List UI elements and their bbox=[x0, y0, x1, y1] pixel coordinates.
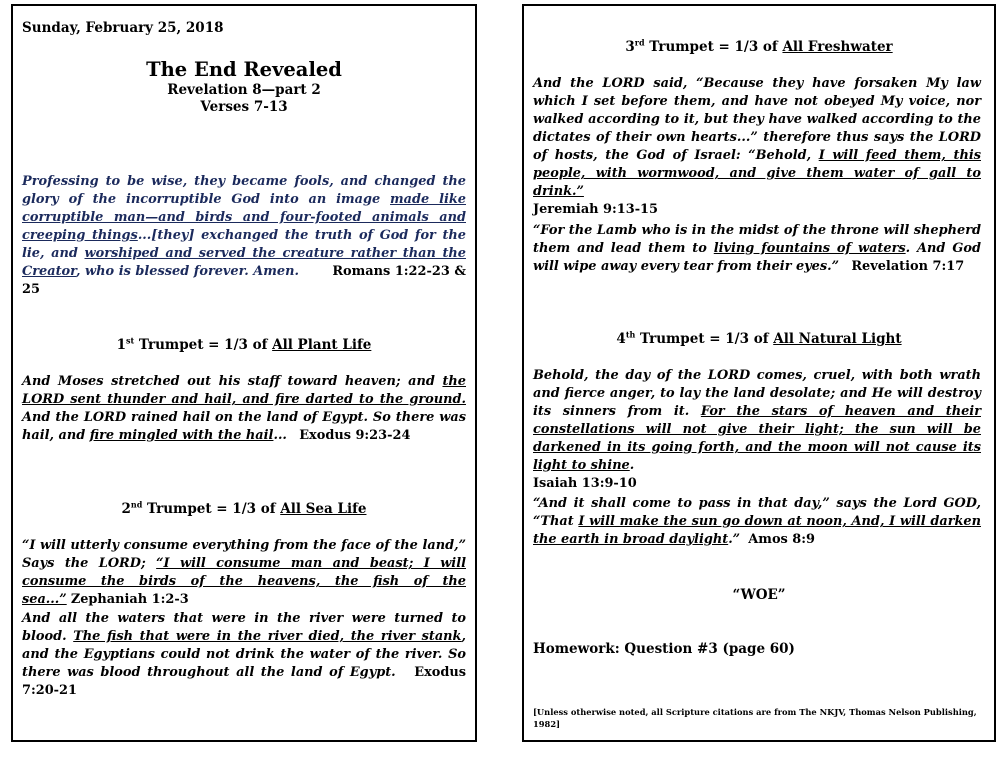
scripture-ref: Exodus 9:23-24 bbox=[299, 428, 411, 443]
scripture-ref: Revelation 7:17 bbox=[851, 259, 965, 274]
trumpet-3-heading: 3rd Trumpet = 1/3 of All Freshwater bbox=[625, 37, 893, 55]
trumpet-4-passage-1: Behold, the day of the LORD comes, cruel, with both wrath and fierce anger, to lay the land desolate; and He will destroy its sinners from it. For the stars of heaven and their constellations will not give their light; the sun will be darkened in its going forth, and the moon will not cause its light to shine. Isaiah 13:9-10 bbox=[533, 368, 981, 491]
trumpet-3-passage-1: And the LORD said, “Because they have forsaken My law which I set before them, and have not obeyed My voice, nor walked according to it, but they have walked according to the dictates of their own hearts...” therefore thus says the LORD of hosts, the God of Israel: “Behold, I will feed them, this people, with wormwood, and give them water of gall to drink.” Jeremiah 9:13-15 bbox=[533, 76, 981, 217]
scripture-ref: Romans 1:22-23 & 25 bbox=[22, 264, 466, 297]
scripture-ref: Zephaniah 1:2-3 bbox=[70, 592, 189, 607]
footnote: [Unless otherwise noted, all Scripture citations are from The NKJV, Thomas Nelson Publishing, 1982] bbox=[533, 707, 977, 729]
scripture-ref: Exodus 7:20-21 bbox=[22, 665, 467, 698]
title-block bbox=[13, 58, 475, 116]
trumpet-2-passage-2: And all the waters that were in the river were turned to blood. The fish that were in the river died, the river stank, and the Egyptians could not drink the water of the river. So there was blood throughout all the land of Egypt. Exodus 7:20-21 bbox=[22, 611, 467, 698]
trumpet-4-passage-2: “And it shall come to pass in that day,” says the Lord GOD, “That I will make the sun go down at noon, And, I will darken the earth in broad daylight.” Amos 8:9 bbox=[533, 496, 981, 547]
trumpet-3-passage-2: “For the Lamb who is in the midst of the throne will shepherd them and lead them to living fountains of waters. And God will wipe away every tear from their eyes.” Revelation 7:17 bbox=[533, 223, 981, 274]
right-page bbox=[522, 4, 996, 742]
scripture-ref: Isaiah 13:9-10 bbox=[533, 476, 637, 491]
intro-passage: Professing to be wise, they became fools, and changed the glory of the incorruptible God into an image made like corruptible man—and birds and four-footed animals and creeping things...[they] exchanged the truth of God for the lie, and worshiped and served the creature rather than the Creator, who is blessed forever. Amen. Romans 1:22-23 & 25 bbox=[22, 174, 466, 297]
date-line: Sunday, February 25, 2018 bbox=[22, 20, 224, 36]
homework-line: Homework: Question #3 (page 60) bbox=[533, 641, 795, 657]
trumpet-2-heading: 2nd Trumpet = 1/3 of All Sea Life bbox=[121, 499, 367, 517]
page-title: The End Revealed bbox=[146, 58, 342, 81]
page-subtitle: Revelation 8—part 2 bbox=[167, 82, 321, 98]
scripture-ref: Jeremiah 9:13-15 bbox=[533, 202, 658, 217]
left-page bbox=[11, 4, 477, 742]
woe-heading: “WOE” bbox=[732, 587, 786, 603]
trumpet-1-passage: And Moses stretched out his staff toward heaven; and the LORD sent thunder and hail, and fire darted to the ground. And the LORD rained hail on the land of Egypt. So there was hail, and fire mingled with the hail... Exodus 9:23-24 bbox=[22, 374, 466, 443]
scripture-ref: Amos 8:9 bbox=[748, 532, 815, 547]
trumpet-1-heading: 1st Trumpet = 1/3 of All Plant Life bbox=[116, 335, 372, 353]
trumpet-2-passage-1: “I will utterly consume everything from the face of the land,” Says the LORD; “I will consume man and beast; I will consume the birds of the heavens, the fish of the sea...” Zephaniah 1:2-3 bbox=[22, 538, 466, 607]
verses-line: Verses 7-13 bbox=[200, 99, 288, 115]
trumpet-4-heading: 4th Trumpet = 1/3 of All Natural Light bbox=[616, 329, 902, 347]
